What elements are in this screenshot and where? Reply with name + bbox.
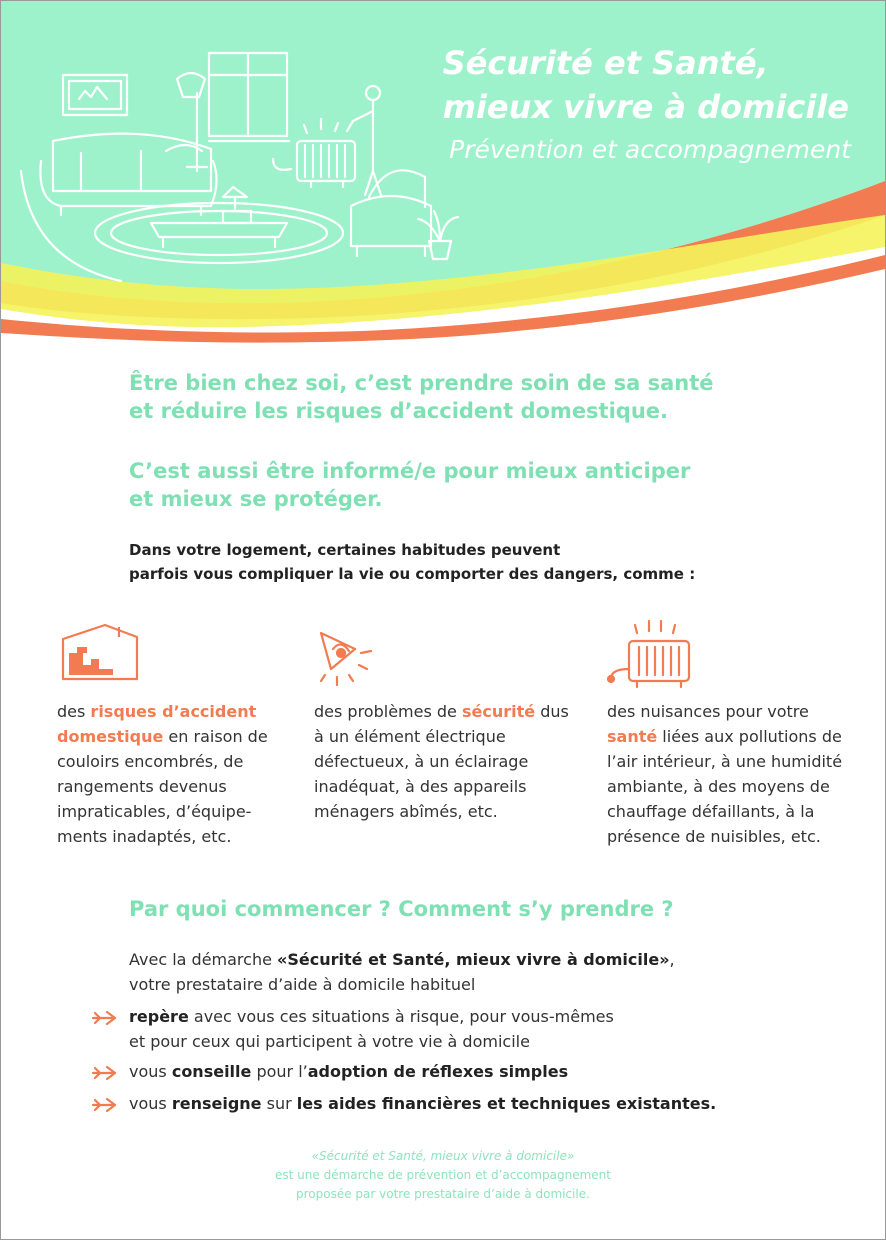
footer-note — [1, 1147, 885, 1204]
lead-line-1: Dans votre logement, certaines habitudes peuvent — [129, 541, 561, 559]
col2-highlight: sécurité — [461, 702, 536, 721]
intro-line-1: Être bien chez soi, c’est prendre soin de sa santé — [129, 371, 714, 395]
para-pre: Avec la démarche — [129, 950, 278, 969]
intro-block-1 — [129, 369, 714, 425]
section-paragraph — [129, 947, 675, 997]
section-heading: Par quoi commencer ? Comment s’y prendre ? — [129, 897, 674, 921]
intro-line-4: et mieux se protéger. — [129, 487, 383, 511]
col3-pre: des nuisances pour votre — [607, 702, 809, 721]
bullet3-bold2: les aides financières et techniques existantes. — [296, 1094, 717, 1113]
col1-pre: des — [57, 702, 91, 721]
col1-post: en raison de couloirs encombrés, de rangements devenus impraticables, d’équipe-ments inadaptés, etc. — [57, 727, 268, 846]
risk-column-accident — [57, 699, 271, 849]
footer-line-3: proposée par votre prestataire d’aide à domicile. — [296, 1187, 590, 1201]
col2-pre: des problèmes de — [314, 702, 462, 721]
bullet2-mid: pour l’ — [251, 1062, 308, 1081]
bullet1-bold: repère — [129, 1007, 189, 1026]
house-clutter-icon — [59, 621, 141, 685]
bullet-item-3 — [129, 1091, 716, 1116]
footer-line-2: est une démarche de prévention et d’accompagnement — [275, 1168, 611, 1182]
col3-highlight: santé — [607, 727, 658, 746]
risk-column-health — [607, 699, 843, 849]
bullet3-pre: vous — [129, 1094, 172, 1113]
col3-post: liées aux pollutions de l’air intérieur, à une humidité ambiante, à des moyens de chauffage défaillants, à la présence de nuisibles, etc. — [607, 727, 843, 846]
risk-column-security — [314, 699, 570, 824]
col1-highlight: risques d’accident domestique — [57, 702, 257, 746]
page-subtitle: Prévention et accompagnement — [449, 135, 851, 164]
title-line-1: Sécurité et Santé, — [442, 44, 769, 82]
lead-line-2: parfois vous compliquer la vie ou comporter des dangers, comme : — [129, 565, 696, 583]
para-post: , — [669, 950, 675, 969]
bullet3-mid: sur — [261, 1094, 297, 1113]
bullet-item-2 — [129, 1059, 568, 1084]
bullet-item-1 — [129, 1004, 614, 1054]
footer-line-1: «Sécurité et Santé, mieux vivre à domicile» — [311, 1149, 575, 1163]
intro-block-2 — [129, 457, 690, 513]
lead-text — [129, 538, 695, 586]
page-title — [443, 41, 849, 129]
bullet2-pre: vous — [129, 1062, 172, 1081]
arrow-bullet-icon — [91, 1010, 119, 1026]
arrow-bullet-icon — [91, 1097, 119, 1113]
heater-icon — [603, 619, 695, 691]
para-line-2: votre prestataire d’aide à domicile habituel — [129, 975, 476, 994]
bullet2-bold2: adoption de réflexes simples — [307, 1062, 569, 1081]
intro-line-2: et réduire les risques d’accident domestique. — [129, 399, 668, 423]
para-bold: «Sécurité et Santé, mieux vivre à domicile» — [277, 950, 670, 969]
bullet1-line2: et pour ceux qui participent à votre vie à domicile — [129, 1032, 530, 1051]
col2-post: dus à un élément électrique défectueux, à un éclairage inadéquat, à des appareils ménagers abîmés, etc. — [314, 702, 569, 821]
bullet2-bold: conseille — [171, 1062, 252, 1081]
bullet1-text: avec vous ces situations à risque, pour vous-mêmes — [188, 1007, 614, 1026]
lamp-icon — [315, 629, 381, 689]
intro-line-3: C’est aussi être informé/e pour mieux anticiper — [129, 459, 691, 483]
arrow-bullet-icon — [91, 1065, 119, 1081]
title-line-2: mieux vivre à domicile — [442, 88, 849, 126]
bullet3-bold: renseigne — [171, 1094, 262, 1113]
